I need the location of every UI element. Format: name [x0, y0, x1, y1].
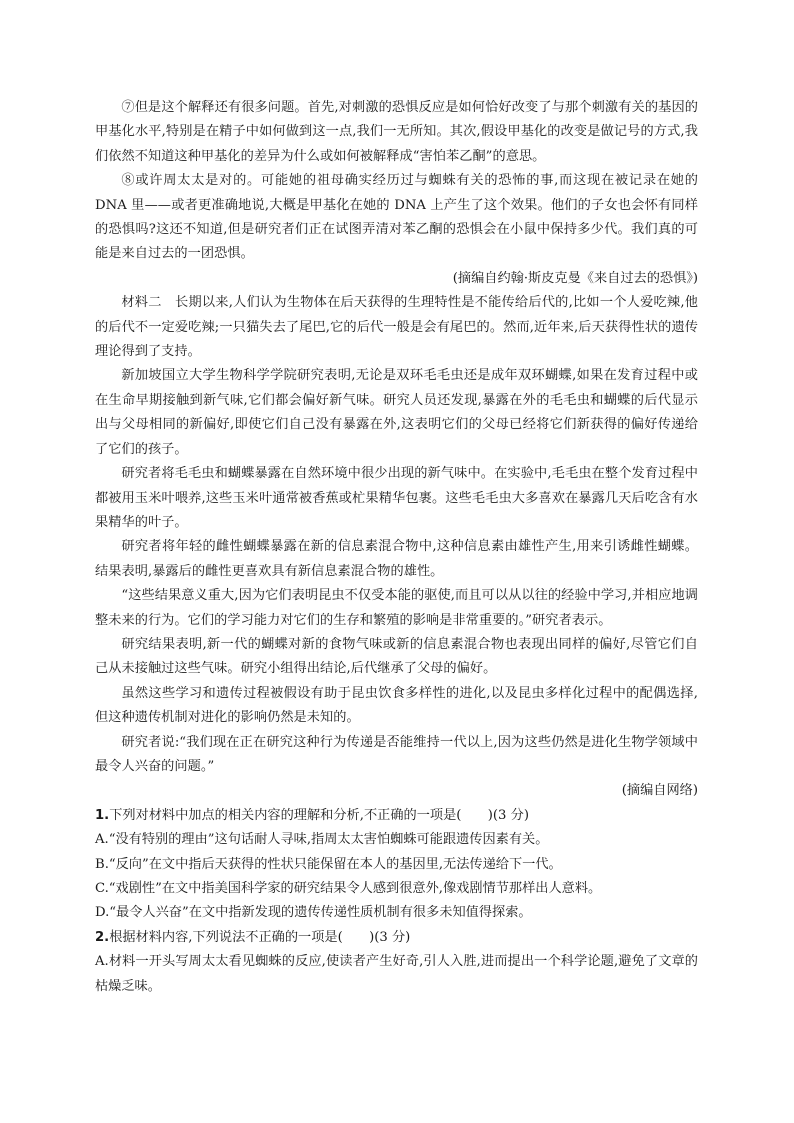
question-1-option-d: D.“最令人兴奋”在文中指新发现的遗传传递性质机制有很多未知值得探索。: [95, 905, 532, 921]
material2-paragraph: 研究者将年轻的雌性蝴蝶暴露在新的信息素混合物中,这种信息素由雄性产生,用来引诱雌性蝴蝶。结果表明,暴露后的雌性更喜欢具有新信息素混合物的雄性。: [95, 539, 698, 579]
question-1-option-a: A.“没有特别的理由”这句话耐人寻味,指周太太害怕蜘蛛可能跟遗传因素有关。: [95, 832, 549, 848]
material2-quote-paragraph: “这些结果意义重大,因为它们表明昆虫不仅受本能的驱使,而且可以从以往的经验中学习,并相应地调整未来的行为。它们的学习能力对它们的生存和繁殖的影响是非常重要的。”研究者表示。: [95, 588, 698, 628]
material2-paragraph: 研究者说:“我们现在正在研究这种行为传递是否能维持一代以上,因为这些仍然是进化生物学领域中最令人兴奋的问题。”: [95, 734, 698, 774]
question-1-text: 下列对材料中加点的相关内容的理解和分析,不正确的一项是( )(3 分): [109, 807, 529, 823]
paragraph-7: ⑦但是这个解释还有很多问题。首先,对刺激的恐惧反应是如何恰好改变了与那个刺激有关的基因的甲基化水平,特别是在精子中如何做到这一点,我们一无所知。其次,假设甲基化的改变是做记号的方式,我们依然不知道这种甲基化的差异为什么或如何被解释成“害怕苯乙酮”的意思。: [95, 100, 698, 164]
material1-source: (摘编自约翰·斯皮克曼《来自过去的恐惧》): [452, 270, 698, 286]
question-2-option-a: A.材料一开头写周太太看见蜘蛛的反应,使读者产生好奇,引人入胜,进而提出一个科学论题,避免了文章的枯燥乏味。: [95, 954, 698, 994]
material2-paragraph: 新加坡国立大学生物科学学院研究表明,无论是双环毛毛虫还是成年双环蝴蝶,如果在发育过程中或在生命早期接触到新气味,它们都会偏好新气味。研究人员还发现,暴露在外的毛毛虫和蝴蝶的后代显示出与父母相同的新偏好,即使它们自己没有暴露在外,这表明它们的父母已经将它们新获得的偏好传递给了它们的孩子。: [95, 368, 698, 457]
material2-paragraph: 虽然这些学习和遗传过程被假设有助于昆虫饮食多样性的进化,以及昆虫多样化过程中的配偶选择,但这种遗传机制对进化的影响仍然是未知的。: [95, 685, 698, 726]
question-2-stem: [95, 926, 698, 950]
question-2-text: 根据材料内容,下列说法不正确的一项是( )(3 分): [109, 929, 411, 945]
question-1-option-b: B.“反向”在文中指后天获得的性状只能保留在本人的基因里,无法传递给下一代。: [95, 856, 562, 872]
question-2-number: 2.: [95, 929, 110, 945]
question-1-number: 1.: [95, 807, 110, 823]
material2-source: (摘编自网络): [621, 783, 698, 799]
paragraph-8: ⑧或许周太太是对的。可能她的祖母确实经历过与蜘蛛有关的恐怖的事,而这现在被记录在她的 DNA 里——或者更准确地说,大概是甲基化在她的 DNA 上产生了这个效果。他们的子女也会怀有同样的恐惧吗?这还不知道,但是研究者们正在试图弄清对苯乙酮的恐惧会在小鼠中保持多少代。我们真的可能是来自过去的一团恐惧。: [95, 173, 698, 262]
material2-paragraph: 研究者将毛毛虫和蝴蝶暴露在自然环境中很少出现的新气味中。在实验中,毛毛虫在整个发育过程中都被用玉米叶喂养,这些玉米叶通常被香蕉或杧果精华包裹。这些毛毛虫大多喜欢在暴露几天后吃含有水果精华的叶子。: [95, 466, 698, 530]
document-page: [95, 96, 698, 999]
material2-intro: 材料二 长期以来,人们认为生物体在后天获得的生理特性是不能传给后代的,比如一个人爱吃辣,他的后代不一定爱吃辣;一只猫失去了尾巴,它的后代一般是会有尾巴的。然而,近年来,后天获得性状的遗传理论得到了支持。: [95, 295, 698, 360]
question-1-stem: [95, 804, 698, 828]
material2-paragraph: 研究结果表明,新一代的蝴蝶对新的食物气味或新的信息素混合物也表现出同样的偏好,尽管它们自己从未接触过这些气味。研究小组得出结论,后代继承了父母的偏好。: [95, 636, 698, 677]
question-1-option-c: C.“戏剧性”在文中指美国科学家的研究结果令人感到很意外,像戏剧情节那样出人意料。: [95, 881, 602, 896]
